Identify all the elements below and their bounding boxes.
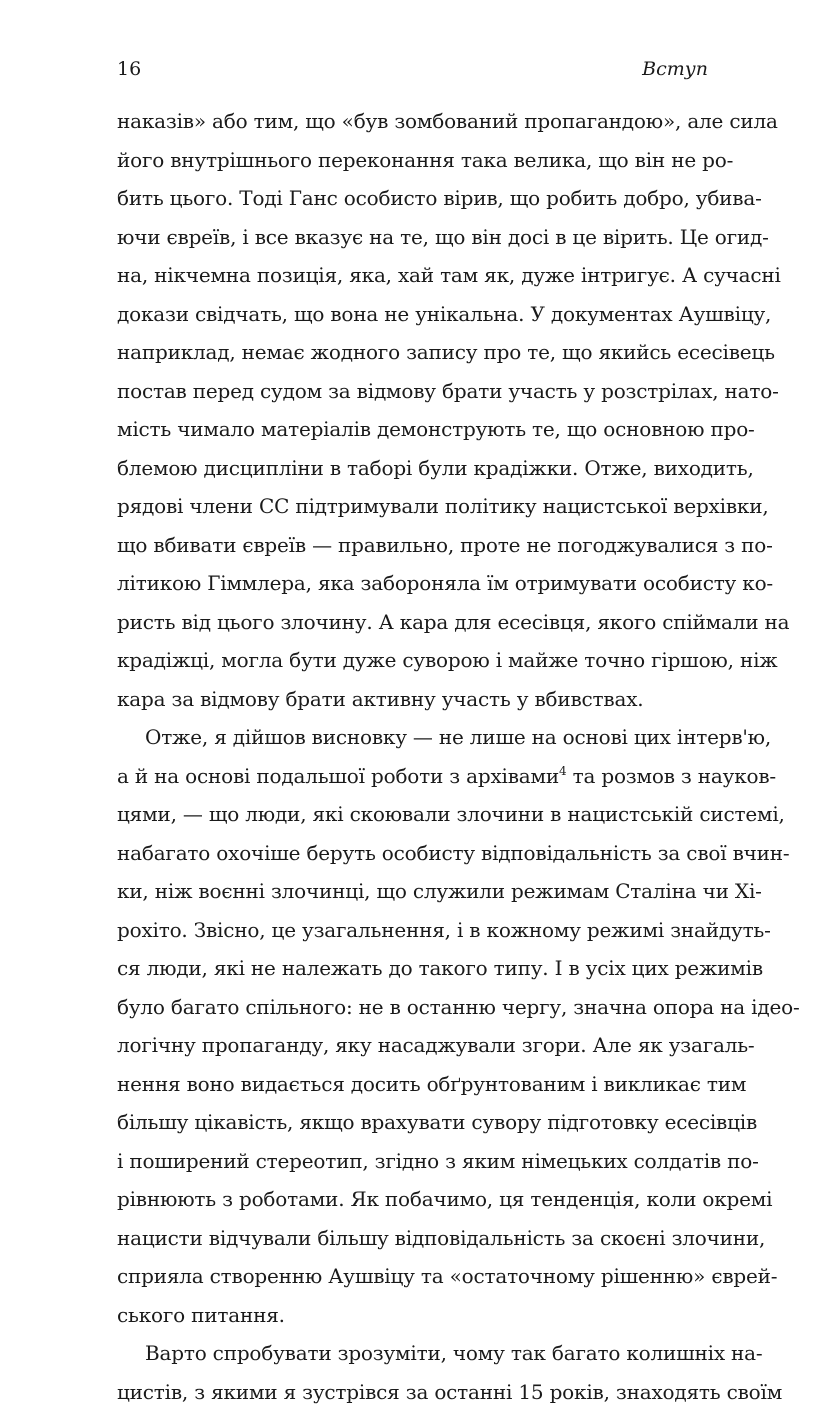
text-line: ся люди, які не належать до такого типу. І в усіх цих режимів xyxy=(117,949,708,988)
text-line: більшу цікавість, якщо врахувати сувору підготовку есесівців xyxy=(117,1103,708,1142)
text-line: блемою дисципліни в таборі були крадіжки. Отже, виходить, xyxy=(117,449,708,488)
text-line: цями, — що люди, які скоювали злочини в нацистській системі, xyxy=(117,795,708,834)
text-line: логічну пропаганду, яку насаджували згори. Але як узагаль- xyxy=(117,1026,708,1065)
text-line: нацисти відчували більшу відповідальність за скоєні злочини, xyxy=(117,1219,708,1258)
text-line: ристь від цього злочину. А кара для есесівця, якого спіймали на xyxy=(117,603,708,642)
text-line: що вбивати євреїв — правильно, проте не погоджувалися з по- xyxy=(117,526,708,565)
body-text xyxy=(117,102,708,1411)
text-line: на, нікчемна позиція, яка, хай там як, дуже інтригує. А сучасні xyxy=(117,256,708,295)
text-line: літикою Гіммлера, яка забороняла їм отримувати особисту ко- xyxy=(117,564,708,603)
text-line: Варто спробувати зрозуміти, чому так багато колишніх на- xyxy=(117,1334,708,1373)
text-line: рохіто. Звісно, це узагальнення, і в кожному режимі знайдуть- xyxy=(117,911,708,950)
text-line: нення воно видається досить обґрунтованим і викликає тим xyxy=(117,1065,708,1104)
text-line: кара за відмову брати активну участь у вбивствах. xyxy=(117,680,708,719)
text-fragment: а й на основі подальшої роботи з архівами xyxy=(117,764,559,788)
text-line: рівнюють з роботами. Як побачимо, ця тенденція, коли окремі xyxy=(117,1180,708,1219)
text-line: постав перед судом за відмову брати участь у розстрілах, нато- xyxy=(117,372,708,411)
text-line: мість чимало матеріалів демонструють те, що основною про- xyxy=(117,410,708,449)
text-line: набагато охочіше беруть особисту відповідальність за свої вчин- xyxy=(117,834,708,873)
text-line: ського питання. xyxy=(117,1296,708,1335)
text-line: докази свідчать, що вона не унікальна. У документах Аушвіцу, xyxy=(117,295,708,334)
text-line: бить цього. Тоді Ганс особисто вірив, що робить добро, убива- xyxy=(117,179,708,218)
running-title: Вступ xyxy=(642,58,708,80)
page-header xyxy=(117,58,708,88)
text-line: крадіжці, могла бути дуже суворою і майже точно гіршою, ніж xyxy=(117,641,708,680)
text-line: цистів, з якими я зустрівся за останні 15 років, знаходять своїм xyxy=(117,1373,708,1411)
text-line: його внутрішнього переконання така велика, що він не ро- xyxy=(117,141,708,180)
text-line: сприяла створенню Аушвіцу та «остаточному рішенню» єврей- xyxy=(117,1257,708,1296)
text-line: рядові члени СС підтримували політику нацистської верхівки, xyxy=(117,487,708,526)
footnote-marker[interactable]: 4 xyxy=(559,764,566,778)
text-line: ючи євреїв, і все вказує на те, що він досі в це вірить. Це огид- xyxy=(117,218,708,257)
page-number: 16 xyxy=(117,58,141,80)
text-fragment: та розмов з науков- xyxy=(566,764,776,788)
text-line: було багато спільного: не в останню чергу, значна опора на ідео- xyxy=(117,988,708,1027)
text-line: і поширений стереотип, згідно з яким німецьких солдатів по- xyxy=(117,1142,708,1181)
text-line: наказів» або тим, що «був зомбований пропагандою», але сила xyxy=(117,102,708,141)
text-line-with-footnote xyxy=(117,757,708,796)
text-line: Отже, я дійшов висновку — не лише на основі цих інтерв'ю, xyxy=(117,718,708,757)
text-line: ки, ніж воєнні злочинці, що служили режимам Сталіна чи Хі- xyxy=(117,872,708,911)
text-line: наприклад, немає жодного запису про те, що якийсь есесівець xyxy=(117,333,708,372)
